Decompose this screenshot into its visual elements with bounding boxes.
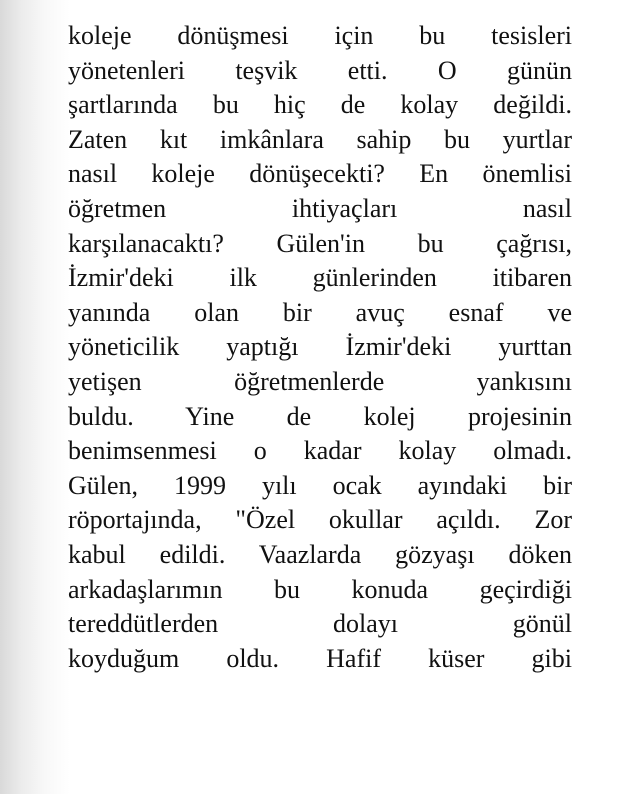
text-line: İzmir'deki ilk günlerinden itibaren	[68, 263, 572, 293]
text-line: kabul edildi. Vaazlarda gözyaşı döken	[68, 539, 572, 569]
text-line: yanında olan bir avuç esnaf ve	[68, 297, 572, 327]
body-text	[68, 19, 572, 676]
text-line: koleje dönüşmesi için bu tesisleri	[68, 21, 572, 50]
text-line: yönetenleri teşvik etti. O günün	[68, 55, 572, 85]
text-line: Gülen, 1999 yılı ocak ayındaki bir	[68, 470, 572, 500]
text-line: yöneticilik yaptığı İzmir'deki yurttan	[68, 332, 572, 362]
text-line: yetişen öğretmenlerde yankısını	[68, 366, 572, 396]
text-line: röportajında, "Özel okullar açıldı. Zor	[68, 505, 572, 535]
text-line: koyduğum oldu. Hafif küser gibi	[68, 643, 572, 673]
text-line: nasıl koleje dönüşecekti? En önemlisi	[68, 159, 572, 189]
text-line: öğretmen ihtiyaçları nasıl	[68, 193, 572, 223]
text-line: tereddütlerden dolayı gönül	[68, 609, 572, 639]
text-line: arkadaşlarımın bu konuda geçirdiği	[68, 574, 572, 604]
text-line: benimsenmesi o kadar kolay olmadı.	[68, 436, 572, 466]
text-line: şartlarında bu hiç de kolay değildi.	[68, 90, 572, 120]
text-line: karşılanacaktı? Gülen'in bu çağrısı,	[68, 228, 572, 258]
text-line: buldu. Yine de kolej projesinin	[68, 401, 572, 431]
text-line: Zaten kıt imkânlara sahip bu yurtlar	[68, 124, 572, 154]
